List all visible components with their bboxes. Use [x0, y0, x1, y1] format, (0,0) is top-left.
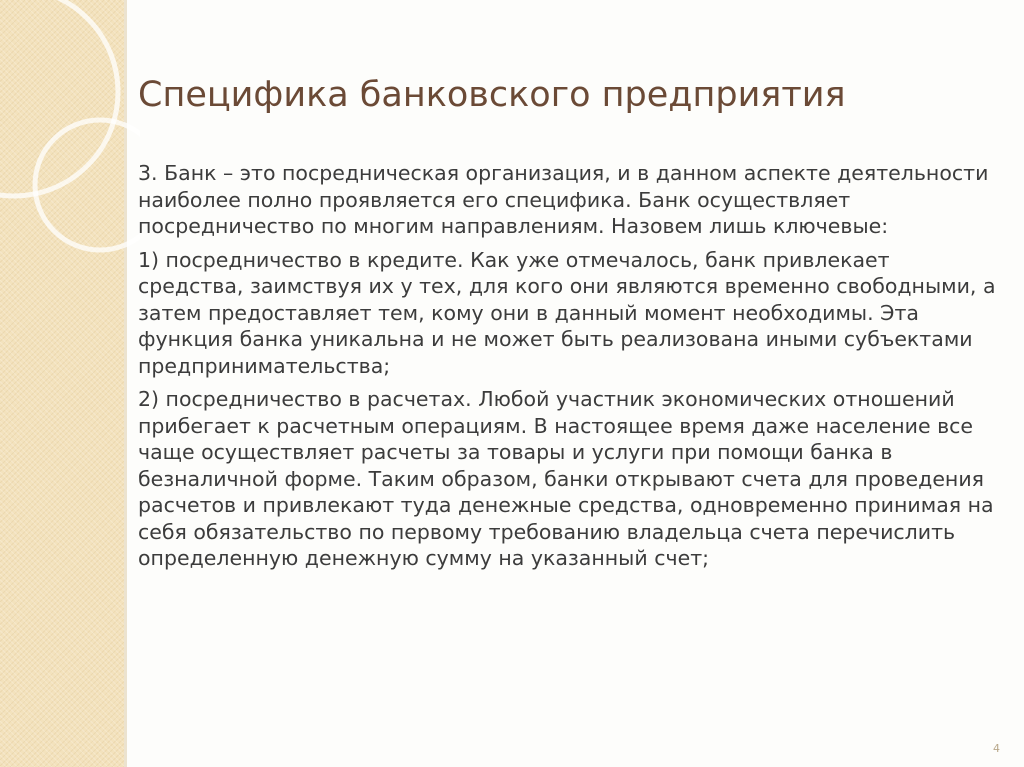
page-number: 4: [993, 742, 1000, 755]
paragraph-credit-intermediation: 1) посредничество в кредите. Как уже отмечалось, банк привлекает средства, заимствуя их у тех, для кого они являются временно свободными, а затем предоставляет тем, кому они в данный момент необходимы. Эта функция банка уникальна и не может быть реализована иными субъектами предпринимательства;: [138, 247, 996, 378]
slide-body: [138, 160, 998, 579]
decorative-circle-large: [0, 0, 118, 196]
slide-title: Специфика банковского предприятия: [138, 75, 846, 115]
decorative-circles: [0, 0, 140, 300]
paragraph-intro: 3. Банк – это посредническая организация, и в данном аспекте деятельности наиболее полно проявляется его специфика. Банк осуществляет посредничество по многим направлениям. Назовем лишь ключевые:: [138, 161, 989, 238]
paragraph-settlement-intermediation: 2) посредничество в расчетах. Любой участник экономических отношений прибегает к расчетным операциям. В настоящее время даже население все чаще осуществляет расчеты за товары и услуги при помощи банка в безналичной форме. Таким образом, банки открывают счета для проведения расчетов и привлекают туда денежные средства, одновременно принимая на себя обязательство по первому требованию владельца счета перечислить определенную денежную сумму на указанный счет;: [138, 387, 994, 570]
decorative-circle-small: [35, 120, 140, 250]
